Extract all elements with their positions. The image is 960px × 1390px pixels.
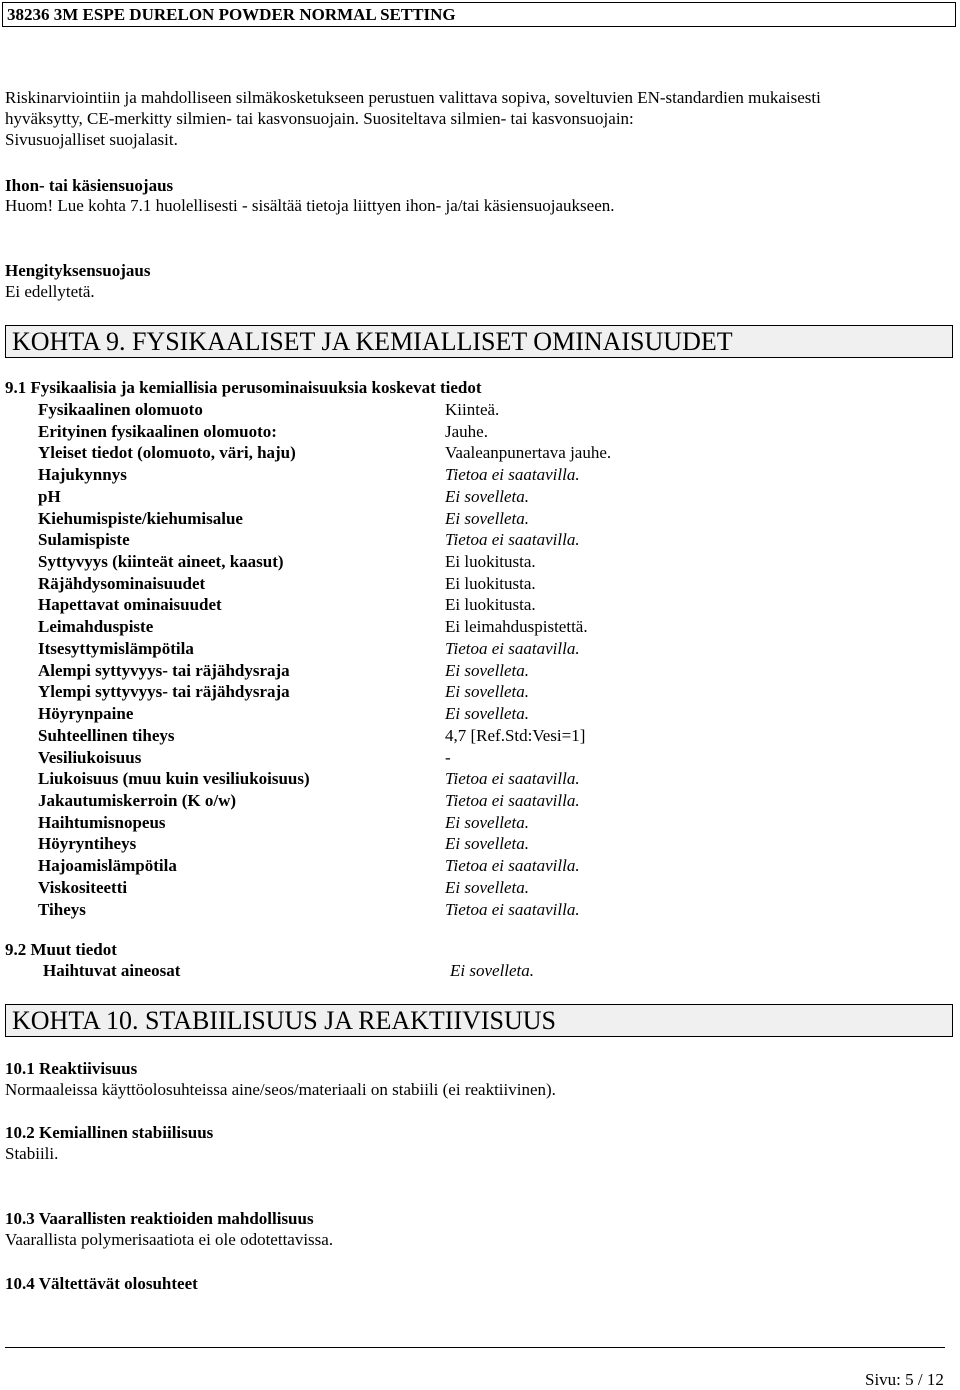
section-10-title: KOHTA 10. STABIILISUUS JA REAKTIIVISUUS xyxy=(5,1004,953,1037)
section-9-title: KOHTA 9. FYSIKAALISET JA KEMIALLISET OMINAISUUDET xyxy=(5,325,953,358)
property-value: Ei sovelleta. xyxy=(445,486,530,506)
eye-protection-text-1: Riskinarviointiin ja mahdolliseen silmäkosketukseen perustuen valittava sopiva, soveltuvien EN-standardien mukaisesti xyxy=(5,88,821,107)
property-row xyxy=(38,464,638,486)
property-row xyxy=(38,616,638,638)
property-value: Ei sovelleta. xyxy=(445,508,530,528)
property-row xyxy=(38,573,638,595)
property-label: Höyryntiheys xyxy=(38,834,137,854)
property-label: Sulamispiste xyxy=(38,530,130,550)
footer-divider xyxy=(5,1347,945,1348)
property-label: Yleiset tiedot (olomuoto, väri, haju) xyxy=(38,443,296,463)
property-label: Jakautumiskerroin (K o/w) xyxy=(38,790,237,810)
property-value: Ei leimahduspistettä. xyxy=(445,617,588,637)
page-number: Sivu: 5 / 12 xyxy=(865,1370,944,1389)
property-value: Tietoa ei saatavilla. xyxy=(445,769,580,789)
property-value: - xyxy=(445,747,451,767)
property-row xyxy=(38,725,638,747)
property-row xyxy=(38,421,638,443)
property-row xyxy=(38,442,638,464)
section-9-1-heading: 9.1 Fysikaalisia ja kemiallisia perusominaisuuksia koskevat tiedot xyxy=(5,378,482,397)
property-row xyxy=(38,399,638,421)
property-value: Ei sovelleta. xyxy=(445,812,530,832)
property-value: Tietoa ei saatavilla. xyxy=(445,790,580,810)
property-value: Ei luokitusta. xyxy=(445,573,536,593)
section-10-4-heading: 10.4 Vältettävät olosuhteet xyxy=(5,1274,198,1293)
property-row xyxy=(38,703,638,725)
property-value: Ei luokitusta. xyxy=(445,552,536,572)
property-label: Ylempi syttyvyys- tai räjähdysraja xyxy=(38,682,290,702)
property-label: Hajoamislämpötila xyxy=(38,856,177,876)
property-value: Ei sovelleta. xyxy=(445,660,530,680)
eye-protection-text-3: Sivusuojalliset suojalasit. xyxy=(5,130,178,149)
skin-protection-text: Huom! Lue kohta 7.1 huolellisesti - sisältää tietoja liittyen ihon- ja/tai käsiensuojaukseen. xyxy=(5,196,615,215)
eye-protection-text-2: hyväksytty, CE-merkitty silmien- tai kasvonsuojain. Suositeltava silmien- tai kasvonsuojain: xyxy=(5,109,634,128)
property-label: Erityinen fysikaalinen olomuoto: xyxy=(38,421,277,441)
property-label: Kiehumispiste/kiehumisalue xyxy=(38,508,243,528)
property-row xyxy=(38,855,638,877)
property-label: Itsesyttymislämpötila xyxy=(38,638,194,658)
property-value: Ei sovelleta. xyxy=(445,834,530,854)
property-value: Jauhe. xyxy=(445,421,488,441)
property-row xyxy=(38,747,638,769)
property-value: Tietoa ei saatavilla. xyxy=(445,638,580,658)
property-value: Kiinteä. xyxy=(445,400,500,419)
property-row xyxy=(38,551,638,573)
section-10-3-heading: 10.3 Vaarallisten reaktioiden mahdollisuus xyxy=(5,1209,314,1228)
property-row xyxy=(38,529,638,551)
property-label: Leimahduspiste xyxy=(38,617,154,637)
property-label: Höyrynpaine xyxy=(38,704,134,724)
property-row xyxy=(38,594,638,616)
property-label: pH xyxy=(38,486,61,506)
property-label: Alempi syttyvyys- tai räjähdysraja xyxy=(38,660,290,680)
document-header: 38236 3M ESPE DURELON POWDER NORMAL SETTING xyxy=(2,2,956,27)
volatile-components-label: Haihtuvat aineosat xyxy=(43,961,181,980)
section-10-1-heading: 10.1 Reaktiivisuus xyxy=(5,1059,138,1078)
property-label: Hapettavat ominaisuudet xyxy=(38,595,222,615)
property-value: Ei sovelleta. xyxy=(445,682,530,702)
property-row xyxy=(38,833,638,855)
property-label: Suhteellinen tiheys xyxy=(38,725,175,745)
section-9-2-heading: 9.2 Muut tiedot xyxy=(5,940,117,959)
property-row xyxy=(38,768,638,790)
property-value: Tietoa ei saatavilla. xyxy=(445,530,580,550)
property-row xyxy=(38,681,638,703)
property-label: Hajukynnys xyxy=(38,465,127,485)
property-value: Tietoa ei saatavilla. xyxy=(445,856,580,876)
property-label: Haihtumisnopeus xyxy=(38,812,166,832)
property-row xyxy=(38,508,638,530)
property-row xyxy=(38,486,638,508)
volatile-components-value: Ei sovelleta. xyxy=(450,961,535,980)
property-label: Syttyvyys (kiinteät aineet, kaasut) xyxy=(38,552,284,572)
respiratory-protection-heading: Hengityksensuojaus xyxy=(5,261,151,280)
property-value: Ei sovelleta. xyxy=(445,877,530,897)
property-row xyxy=(38,790,638,812)
property-value: Vaaleanpunertava jauhe. xyxy=(445,443,612,463)
properties-table xyxy=(38,399,638,920)
property-value: Tietoa ei saatavilla. xyxy=(445,899,580,919)
property-row xyxy=(38,638,638,660)
property-label: Liukoisuus (muu kuin vesiliukoisuus) xyxy=(38,769,310,789)
section-10-2-heading: 10.2 Kemiallinen stabiilisuus xyxy=(5,1123,214,1142)
property-value: Tietoa ei saatavilla. xyxy=(445,465,580,485)
respiratory-protection-text: Ei edellytetä. xyxy=(5,282,95,301)
skin-protection-heading: Ihon- tai käsiensuojaus xyxy=(5,176,174,195)
property-label: Fysikaalinen olomuoto xyxy=(38,400,203,419)
property-label: Vesiliukoisuus xyxy=(38,747,142,767)
property-label: Räjähdysominaisuudet xyxy=(38,573,206,593)
property-row xyxy=(38,899,638,921)
property-value: Ei luokitusta. xyxy=(445,595,536,615)
property-label: Viskositeetti xyxy=(38,877,128,897)
property-label: Tiheys xyxy=(38,899,86,919)
section-10-3-text: Vaarallista polymerisaatiota ei ole odotettavissa. xyxy=(5,1230,334,1249)
property-row xyxy=(38,812,638,834)
section-10-1-text: Normaaleissa käyttöolosuhteissa aine/seos/materiaali on stabiili (ei reaktiivinen). xyxy=(5,1080,556,1099)
property-value: Ei sovelleta. xyxy=(445,704,530,724)
property-value: 4,7 [Ref.Std:Vesi=1] xyxy=(445,725,586,745)
property-row xyxy=(38,877,638,899)
property-row xyxy=(38,660,638,682)
section-10-2-text: Stabiili. xyxy=(5,1144,59,1163)
